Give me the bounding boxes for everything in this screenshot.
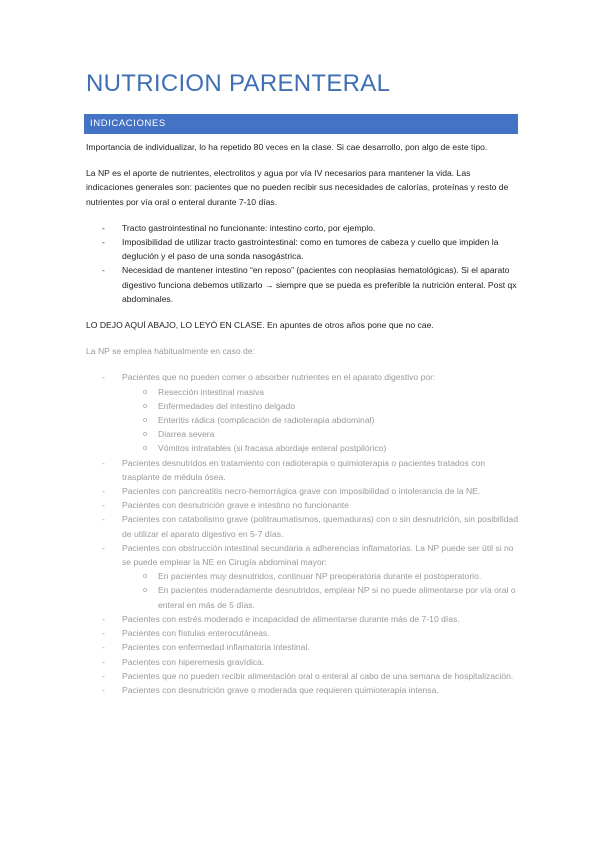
note-paragraph: LO DEJO AQUÍ ABAJO, LO LEYÓ EN CLASE. En apuntes de otros años pone que no cae. [86, 320, 434, 331]
sub-list-item [86, 385, 518, 399]
list-item-text: Necesidad de mantener intestino “en reposo” (pacientes con neoplasias hematológicas). Si el aparato digestivo funciona debemos utilizarlo [122, 265, 510, 290]
dash-bullet: - [102, 628, 105, 639]
list-item [86, 541, 518, 612]
dash-bullet: - [102, 656, 105, 667]
dash-bullet: - [102, 372, 105, 383]
circle-bullet: o [143, 429, 148, 439]
dash-bullet: - [102, 265, 105, 276]
list-item-text: Pacientes con desnutrición grave o moderada que requieren quimioterapia intensa. [122, 684, 439, 695]
list-item [86, 498, 518, 512]
dash-bullet: - [102, 237, 105, 248]
list-item [86, 221, 518, 235]
list-item-text: Pacientes con catabolismo grave (politraumatismos, quemaduras) con o sin desnutrición, sin posibilidad de utilizar el aparato digestivo en 5-7 días. [122, 514, 518, 539]
sub-list-item-text: Resección intestinal masiva [158, 386, 265, 397]
list-item-text: siempre que se pueda es preferible la nutrición enteral. Post qx abdominales. [122, 279, 517, 304]
list-item-text: Pacientes con estrés moderado e incapacidad de alimentarse durante más de 7-10 días. [122, 613, 460, 624]
document-body [86, 140, 518, 697]
dash-bullet: - [102, 670, 105, 681]
list-item-text: Pacientes con desnutrición grave e intestino no funcionante [122, 500, 349, 511]
list-item [86, 263, 518, 306]
sub-list-item-text: En pacientes moderadamente desnutridos, emplear NP si no puede alimentarse por vía oral o enteral en más de 5 días. [158, 585, 516, 610]
uses-list [86, 370, 518, 697]
list-item [86, 456, 518, 484]
list-item-text: Tracto gastrointestinal no funcionante: intestino corto, por ejemplo. [122, 222, 376, 233]
list-item [86, 683, 518, 697]
sub-list-item [86, 399, 518, 413]
list-item [86, 235, 518, 263]
dash-bullet: - [102, 642, 105, 653]
dash-bullet: - [102, 542, 105, 553]
uses-intro: La NP se emplea habitualmente en caso de: [86, 346, 255, 357]
sub-list-item-text: Vómitos intratables (si fracasa abordaje enteral postpilórico) [158, 443, 387, 454]
dash-bullet: - [102, 500, 105, 511]
sub-list [122, 569, 518, 612]
circle-bullet: o [143, 443, 148, 453]
dash-bullet: - [102, 613, 105, 624]
sub-list-item [86, 427, 518, 441]
list-item [86, 669, 518, 683]
sub-list-item-text: Diarrea severa [158, 429, 215, 440]
list-item-text: Pacientes con fístulas enterocutáneas. [122, 628, 270, 639]
list-item [86, 640, 518, 654]
sub-list-item [86, 413, 518, 427]
list-item [86, 370, 518, 455]
sub-list-item-text: Enfermedades del intestino delgado [158, 400, 296, 411]
sub-list-item-text: En pacientes muy desnutridos, continuar NP preoperatoria durante el postoperatorio. [158, 571, 482, 582]
dash-bullet: - [102, 457, 105, 468]
circle-bullet: o [143, 386, 148, 396]
document-title: NUTRICION PARENTERAL [86, 70, 391, 97]
intro-paragraph: Importancia de individualizar, lo ha repetido 80 veces en la clase. Si cae desarrollo, pon algo de este tipo. [86, 142, 488, 152]
dash-bullet: - [102, 514, 105, 525]
list-item-text: Pacientes con pancreatitis necro-hemorrágica grave con imposibilidad o intolerancia de la NE. [122, 486, 481, 497]
list-item [86, 655, 518, 669]
list-item-text: Pacientes con enfermedad inflamatoria intestinal. [122, 642, 310, 653]
definition-paragraph: La NP es el aporte de nutrientes, electrolitos y agua por vía IV necesarios para mantener la vida. Las indicaciones generales son: pacientes que no pueden recibir sus necesidades de calorías, proteínas y resto de nutrientes por vía oral o enteral durante 7-10 días. [86, 168, 509, 207]
arrow-right-icon: → [264, 279, 274, 290]
sub-list [122, 385, 518, 456]
circle-bullet: o [143, 415, 148, 425]
dash-bullet: - [102, 222, 105, 233]
list-item-text: Pacientes con hiperemesis gravídica. [122, 656, 265, 667]
greyed-section [86, 344, 518, 697]
section-header: INDICACIONES [84, 114, 518, 134]
dash-bullet: - [102, 684, 105, 695]
list-item [86, 626, 518, 640]
circle-bullet: o [143, 400, 148, 410]
sub-list-item [86, 583, 518, 611]
sub-list-item-text: Enteritis rádica (complicación de radioterapia abdominal) [158, 415, 375, 426]
list-item-text: Pacientes desnutridos en tratamiento con radioterapia o quimioterapia o pacientes tratados con trasplante de médula ósea. [122, 457, 486, 482]
circle-bullet: o [143, 585, 148, 595]
circle-bullet: o [143, 571, 148, 581]
sub-list-item [86, 441, 518, 455]
list-item-text: Imposibilidad de utilizar tracto gastrointestinal: como en tumores de cabeza y cuello que impiden la deglución y el paso de una sonda nasogástrica. [122, 237, 499, 262]
list-item [86, 484, 518, 498]
indications-list [86, 221, 518, 306]
dash-bullet: - [102, 486, 105, 497]
list-item-text: Pacientes que no pueden recibir alimentación oral o enteral al cabo de una semana de hospitalización. [122, 670, 514, 681]
list-item-text: Pacientes con obstrucción intestinal secundaria a adherencias inflamatorias. La NP puede ser útil si no se puede emplear la NE en Cirugía abdominal mayor: [122, 542, 514, 568]
list-item [86, 612, 518, 626]
sub-list-item [86, 569, 518, 583]
list-item [86, 512, 518, 540]
list-item-text: Pacientes que no pueden comer o absorber nutrientes en el aparato digestivo por: [122, 372, 436, 383]
